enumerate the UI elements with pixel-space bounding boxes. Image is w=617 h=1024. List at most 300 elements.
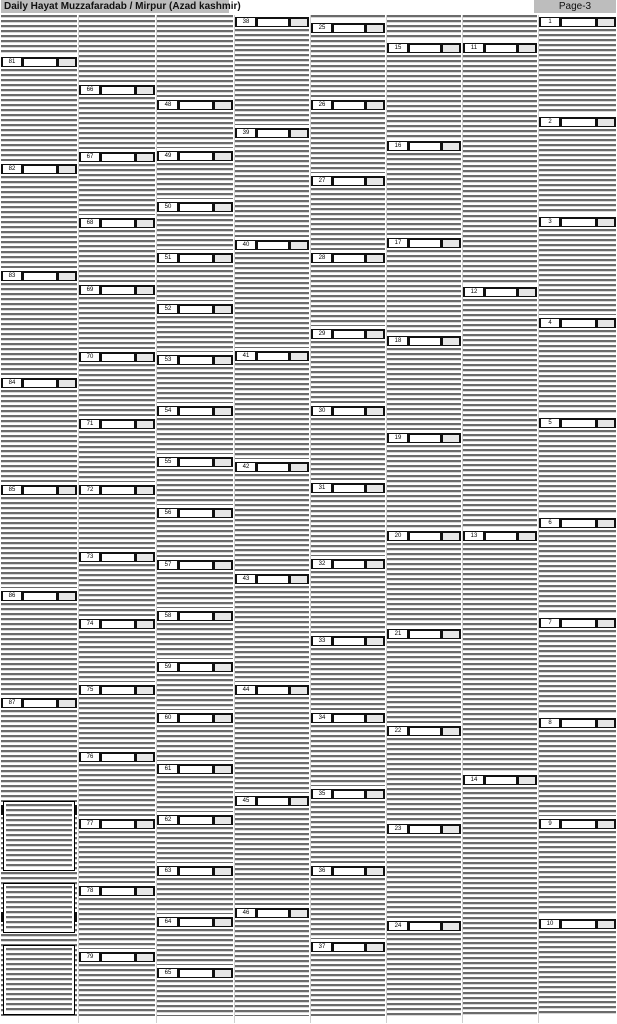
newspaper-logo-icon	[443, 143, 459, 150]
ad-text	[311, 341, 385, 403]
newspaper-logo-icon	[137, 87, 153, 94]
ad-number-bar	[1, 271, 77, 281]
ad-number: 84	[3, 379, 21, 387]
newspaper-logo-icon	[137, 154, 153, 161]
newspaper-logo-icon	[291, 910, 307, 917]
ad-number: 27	[313, 177, 331, 185]
ad-number-bar	[311, 789, 385, 799]
ad-text	[79, 697, 155, 749]
ad-title-box	[102, 621, 134, 628]
ad-text	[311, 188, 385, 250]
ad-number-bar	[235, 574, 309, 584]
ad-number-bar	[539, 418, 616, 428]
ad-text	[311, 112, 385, 173]
ad-number-bar	[235, 685, 309, 695]
newspaper-logo-icon	[443, 826, 459, 833]
ad-text	[539, 730, 616, 816]
ad-number: 24	[389, 922, 407, 930]
ad-number-bar	[311, 866, 385, 876]
ad-number-bar	[79, 552, 155, 562]
ad-number-bar	[539, 618, 616, 628]
newspaper-logo-icon	[215, 766, 231, 773]
ad-title-box	[562, 119, 595, 126]
ad-number-bar	[79, 685, 155, 695]
ad-text	[311, 15, 385, 20]
ad-text	[1, 390, 77, 482]
column-divider	[234, 15, 235, 1023]
ad-title-box	[258, 19, 288, 26]
ad-number-bar	[387, 336, 461, 346]
ad-number: 15	[389, 44, 407, 52]
ad-title-box	[258, 910, 288, 917]
ad-text	[387, 543, 461, 626]
column-divider	[386, 15, 387, 1023]
ad-number: 73	[81, 553, 99, 561]
ad-number: 28	[313, 254, 331, 262]
ad-title-box	[410, 923, 440, 930]
ad-text	[157, 520, 233, 557]
ad-title-box	[180, 664, 212, 671]
newspaper-logo-icon	[519, 45, 535, 52]
ad-number-bar	[311, 176, 385, 186]
ad-number-bar	[463, 775, 537, 785]
ad-title-box	[334, 638, 364, 645]
newspaper-logo-icon	[215, 510, 231, 517]
newspaper-logo-icon	[137, 821, 153, 828]
ad-text	[539, 129, 616, 214]
ad-number: 64	[159, 918, 177, 926]
ad-number-bar	[157, 611, 233, 621]
ad-number: 48	[159, 101, 177, 109]
ad-number: 76	[81, 753, 99, 761]
ad-title-box	[334, 485, 364, 492]
ad-number: 25	[313, 24, 331, 32]
ad-text	[387, 836, 461, 918]
ad-number-bar	[235, 908, 309, 918]
notice-text	[6, 804, 72, 868]
ad-text	[157, 418, 233, 454]
ad-text	[539, 630, 616, 715]
ad-number: 52	[159, 305, 177, 313]
newspaper-logo-icon	[137, 754, 153, 761]
ad-number: 33	[313, 637, 331, 645]
ad-text	[157, 367, 233, 403]
ad-number: 69	[81, 286, 99, 294]
ad-title-box	[180, 510, 212, 517]
newspaper-logo-icon	[215, 868, 231, 875]
ad-title-box	[102, 487, 134, 494]
ad-number: 38	[237, 18, 255, 26]
newspaper-logo-icon	[137, 487, 153, 494]
ad-text	[1, 283, 77, 375]
newspaper-logo-icon	[598, 219, 614, 226]
newspaper-logo-icon	[291, 353, 307, 360]
newspaper-logo-icon	[215, 919, 231, 926]
ad-number-bar	[539, 718, 616, 728]
ad-title-box	[258, 242, 288, 249]
ad-number-bar	[387, 43, 461, 53]
newspaper-logo-icon	[443, 240, 459, 247]
ad-title-box	[102, 687, 134, 694]
ad-number-bar	[157, 866, 233, 876]
ad-title-box	[410, 826, 440, 833]
ad-number-bar	[157, 917, 233, 927]
newspaper-logo-icon	[59, 273, 75, 280]
newspaper-logo-icon	[215, 613, 231, 620]
ad-title-box	[334, 102, 364, 109]
ad-number: 71	[81, 420, 99, 428]
ad-text	[235, 808, 309, 905]
ad-text	[463, 15, 537, 40]
ad-title-box	[562, 420, 595, 427]
column-divider	[156, 15, 157, 1023]
newspaper-logo-icon	[519, 533, 535, 540]
ad-title-box	[180, 459, 212, 466]
ad-text	[157, 725, 233, 761]
ad-title-box	[180, 715, 212, 722]
ad-number: 26	[313, 101, 331, 109]
ad-number: 40	[237, 241, 255, 249]
ad-number: 4	[541, 319, 559, 327]
newspaper-logo-icon	[215, 153, 231, 160]
ad-text	[157, 572, 233, 608]
ad-number-bar	[235, 17, 309, 27]
ad-number-bar	[1, 164, 77, 174]
ad-text	[79, 431, 155, 482]
ad-number: 30	[313, 407, 331, 415]
boxed-notice	[3, 883, 75, 933]
ad-number: 7	[541, 619, 559, 627]
ad-text	[311, 35, 385, 97]
ad-column	[157, 15, 233, 1023]
newspaper-logo-icon	[367, 485, 383, 492]
ad-number-bar	[157, 100, 233, 110]
ad-title-box	[410, 338, 440, 345]
ad-text	[157, 316, 233, 352]
ad-text	[157, 15, 233, 97]
ad-title-box	[562, 821, 595, 828]
ad-title-box	[410, 45, 440, 52]
ad-number-bar	[539, 318, 616, 328]
ad-title-box	[24, 593, 56, 600]
notice-text	[6, 886, 72, 930]
ad-title-box	[24, 166, 56, 173]
ad-title-box	[258, 130, 288, 137]
ad-title-box	[102, 220, 134, 227]
ad-title-box	[24, 487, 56, 494]
ad-number-bar	[311, 559, 385, 569]
ad-title-box	[258, 576, 288, 583]
newspaper-logo-icon	[215, 204, 231, 211]
ad-number: 70	[81, 353, 99, 361]
ad-title-box	[180, 970, 212, 977]
ad-title-box	[180, 766, 212, 773]
ad-number-bar	[79, 352, 155, 362]
ad-title-box	[334, 178, 364, 185]
ad-text	[311, 878, 385, 939]
ad-text	[79, 898, 155, 949]
newspaper-logo-icon	[367, 791, 383, 798]
newspaper-logo-icon	[443, 631, 459, 638]
newspaper-logo-icon	[291, 130, 307, 137]
ad-number: 41	[237, 352, 255, 360]
ad-number: 29	[313, 330, 331, 338]
ad-text	[157, 265, 233, 301]
ad-text	[235, 29, 309, 125]
ad-text	[1, 710, 77, 802]
ad-text	[387, 348, 461, 430]
ad-title-box	[24, 59, 56, 66]
ad-text	[311, 954, 385, 1016]
ad-text	[157, 878, 233, 914]
ad-title-box	[410, 631, 440, 638]
ad-text	[463, 299, 537, 528]
ad-text	[79, 631, 155, 682]
ad-title-box	[180, 817, 212, 824]
newspaper-logo-icon	[137, 687, 153, 694]
ad-number-bar	[157, 406, 233, 416]
newspaper-logo-icon	[215, 715, 231, 722]
ad-text	[463, 787, 537, 1016]
ad-title-box	[24, 273, 56, 280]
ad-number: 54	[159, 407, 177, 415]
ad-title-box	[334, 255, 364, 262]
newspaper-logo-icon	[291, 576, 307, 583]
ad-title-box	[258, 687, 288, 694]
ad-number: 68	[81, 219, 99, 227]
ad-text	[539, 931, 616, 1016]
ad-number-bar	[79, 285, 155, 295]
ad-title-box	[102, 821, 134, 828]
newspaper-logo-icon	[443, 338, 459, 345]
ad-number: 63	[159, 867, 177, 875]
classified-ads-grid	[1, 15, 616, 1023]
ad-number-bar	[311, 483, 385, 493]
ad-text	[157, 827, 233, 863]
newspaper-logo-icon	[215, 817, 231, 824]
ad-text	[311, 418, 385, 480]
newspaper-logo-icon	[215, 970, 231, 977]
ad-text	[311, 265, 385, 326]
newspaper-logo-icon	[215, 562, 231, 569]
ad-text	[1, 176, 77, 268]
ad-title-box	[334, 944, 364, 951]
ad-number: 45	[237, 797, 255, 805]
ad-title-box	[562, 921, 595, 928]
newspaper-logo-icon	[59, 166, 75, 173]
ad-number: 66	[81, 86, 99, 94]
ad-title-box	[24, 380, 56, 387]
ad-text	[235, 474, 309, 571]
newspaper-logo-icon	[598, 520, 614, 527]
column-divider	[78, 15, 79, 1023]
ad-number-bar	[157, 151, 233, 161]
ad-text	[311, 801, 385, 863]
ad-number-bar	[157, 815, 233, 825]
ad-number-bar	[539, 819, 616, 829]
ad-title-box	[486, 289, 516, 296]
publication-title: Daily Hayat Muzzafaradab / Mirpur (Azad kashmir)	[1, 0, 229, 13]
ad-title-box	[24, 700, 56, 707]
newspaper-logo-icon	[598, 19, 614, 26]
ad-number: 59	[159, 663, 177, 671]
ad-text	[79, 831, 155, 883]
newspaper-logo-icon	[367, 638, 383, 645]
newspaper-logo-icon	[137, 421, 153, 428]
page-number: Page-3	[534, 0, 616, 13]
ad-number-bar	[539, 919, 616, 929]
ad-number: 21	[389, 630, 407, 638]
ad-title-box	[180, 613, 212, 620]
ad-number: 1	[541, 18, 559, 26]
newspaper-logo-icon	[215, 408, 231, 415]
ad-text	[235, 920, 309, 1016]
ad-number-bar	[539, 518, 616, 528]
newspaper-logo-icon	[215, 459, 231, 466]
ad-text	[539, 430, 616, 515]
ad-title-box	[334, 408, 364, 415]
ad-text	[157, 980, 233, 1016]
ad-number: 10	[541, 920, 559, 928]
ad-number-bar	[539, 117, 616, 127]
ad-text	[539, 29, 616, 114]
ad-text	[79, 230, 155, 282]
newspaper-logo-icon	[598, 119, 614, 126]
newspaper-logo-icon	[215, 255, 231, 262]
ad-title-box	[410, 728, 440, 735]
ad-number: 36	[313, 867, 331, 875]
ad-title-box	[486, 45, 516, 52]
newspaper-logo-icon	[443, 533, 459, 540]
ad-title-box	[180, 562, 212, 569]
ad-number: 42	[237, 463, 255, 471]
newspaper-logo-icon	[137, 954, 153, 961]
ad-number-bar	[311, 713, 385, 723]
ad-number-bar	[387, 726, 461, 736]
newspaper-logo-icon	[215, 357, 231, 364]
ad-text	[1, 603, 77, 695]
ad-title-box	[562, 520, 595, 527]
ad-number: 14	[465, 776, 483, 784]
newspaper-logo-icon	[598, 320, 614, 327]
ad-number: 75	[81, 686, 99, 694]
ad-text	[311, 725, 385, 786]
ad-title-box	[102, 287, 134, 294]
ad-title-box	[180, 153, 212, 160]
ad-text	[79, 364, 155, 416]
ad-number: 39	[237, 129, 255, 137]
ad-number-bar	[157, 560, 233, 570]
ad-number: 49	[159, 152, 177, 160]
boxed-notice	[3, 945, 75, 1015]
newspaper-logo-icon	[367, 178, 383, 185]
ad-number-bar	[79, 218, 155, 228]
ad-number-bar	[235, 351, 309, 361]
ad-number: 72	[81, 486, 99, 494]
ad-number: 85	[3, 486, 21, 494]
ad-title-box	[102, 87, 134, 94]
ad-title-box	[102, 421, 134, 428]
ad-text	[157, 469, 233, 505]
newspaper-logo-icon	[215, 664, 231, 671]
column-divider	[310, 15, 311, 1023]
ad-number: 81	[3, 58, 21, 66]
ad-number-bar	[311, 253, 385, 263]
ad-text	[157, 674, 233, 710]
ad-column	[463, 15, 537, 1023]
ad-text	[1, 69, 77, 161]
ad-number: 79	[81, 953, 99, 961]
ad-title-box	[258, 353, 288, 360]
ad-number: 32	[313, 560, 331, 568]
newspaper-logo-icon	[137, 888, 153, 895]
ad-text	[539, 530, 616, 615]
ad-title-box	[410, 435, 440, 442]
newspaper-logo-icon	[137, 621, 153, 628]
ad-number: 8	[541, 719, 559, 727]
ad-number-bar	[387, 921, 461, 931]
ad-column	[539, 15, 616, 1023]
ad-number-bar	[311, 23, 385, 33]
ad-title-box	[562, 320, 595, 327]
ad-number-bar	[157, 253, 233, 263]
newspaper-logo-icon	[443, 728, 459, 735]
ad-title-box	[486, 777, 516, 784]
ad-title-box	[180, 204, 212, 211]
ad-title-box	[334, 25, 364, 32]
ad-number: 62	[159, 816, 177, 824]
ad-text	[1, 15, 77, 54]
ad-title-box	[410, 143, 440, 150]
ad-number: 44	[237, 686, 255, 694]
ad-number-bar	[79, 419, 155, 429]
ad-number-bar	[157, 355, 233, 365]
ad-text	[539, 229, 616, 315]
ad-number-bar	[387, 433, 461, 443]
ad-text	[387, 738, 461, 821]
ad-number: 11	[465, 44, 483, 52]
newspaper-logo-icon	[367, 944, 383, 951]
ad-number: 5	[541, 419, 559, 427]
ad-text	[387, 641, 461, 723]
newspaper-logo-icon	[367, 561, 383, 568]
newspaper-logo-icon	[598, 420, 614, 427]
ad-number: 17	[389, 239, 407, 247]
ad-title-box	[562, 19, 595, 26]
ad-column	[311, 15, 385, 1023]
ad-text	[157, 163, 233, 199]
newspaper-logo-icon	[367, 102, 383, 109]
newspaper-logo-icon	[598, 720, 614, 727]
ad-title-box	[334, 715, 364, 722]
ad-title-box	[562, 219, 595, 226]
ad-text	[311, 648, 385, 710]
ad-title-box	[180, 102, 212, 109]
ad-number: 19	[389, 434, 407, 442]
newspaper-logo-icon	[598, 620, 614, 627]
ad-text	[157, 623, 233, 659]
newspaper-logo-icon	[291, 242, 307, 249]
ad-number-bar	[311, 406, 385, 416]
ad-title-box	[410, 533, 440, 540]
ad-number: 77	[81, 820, 99, 828]
ad-title-box	[486, 533, 516, 540]
newspaper-logo-icon	[598, 821, 614, 828]
ad-text	[387, 153, 461, 235]
ad-number-bar	[79, 752, 155, 762]
ad-title-box	[102, 354, 134, 361]
ad-text	[79, 15, 155, 82]
